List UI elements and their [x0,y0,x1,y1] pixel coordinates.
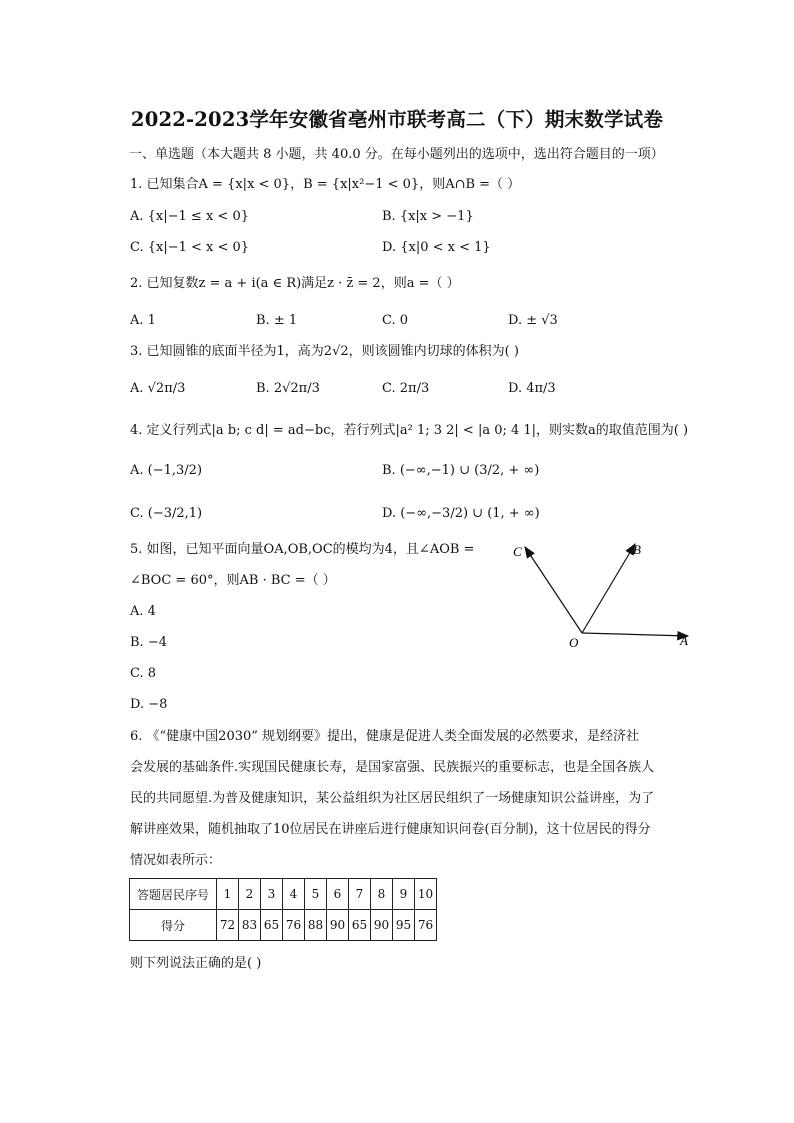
q5-option-b: B. −4 [130,635,167,650]
label-c: C [513,544,522,559]
q4-option-c: C. (−3/2,1) [130,506,203,521]
table-cell: 72 [217,910,239,941]
q5-stem-line1: 5. 如图，已知平面向量OA,OB,OC的模均为4，且∠AOB = [130,542,475,557]
table-cell: 88 [305,910,327,941]
table-cell: 65 [261,910,283,941]
q3-option-a: A. √2π/3 [130,381,186,396]
vector-oa-arrow [582,633,688,636]
table-cell: 1 [217,879,239,910]
q5-option-a: A. 4 [130,604,156,619]
label-b: B [633,542,641,557]
page-title: 2022-2023学年安徽省亳州市联考高二（下）期末数学试卷 [130,108,664,131]
table-cell: 95 [393,910,415,941]
table-row [130,910,437,941]
table-cell: 83 [239,910,261,941]
score-table [129,878,437,941]
label-o: O [569,635,579,650]
q6-line5: 情况如表所示： [130,853,222,868]
table-cell: 76 [283,910,305,941]
q6-line3: 民的共同愿望.为普及健康知识，某公益组织为社区居民组织了一场健康知识公益讲座，为了 [130,791,655,806]
vector-ob-arrow [582,544,635,633]
q6-line4: 解讲座效果，随机抽取了10位居民在讲座后进行健康知识问卷(百分制)，这十位居民的得分 [130,822,651,837]
q1-option-b: B. {x|x > −1} [382,209,474,224]
table-cell: 90 [327,910,349,941]
q6-closing: 则下列说法正确的是( ) [130,956,262,971]
table-cell: 10 [415,879,437,910]
q3-option-b: B. 2√2π/3 [256,381,320,396]
q4-option-a: A. (−1,3/2) [130,463,203,478]
q4-option-d: D. (−∞,−3/2) ∪ (1, + ∞) [382,506,540,521]
q2-option-c: C. 0 [382,313,409,328]
table-cell: 7 [349,879,371,910]
q1-option-a: A. {x|−1 ≤ x < 0} [130,209,249,224]
table-row [130,879,437,910]
table-header-id: 答题居民序号 [130,879,217,910]
q1-option-d: D. {x|0 < x < 1} [382,240,491,255]
q3-stem: 3. 已知圆锥的底面半径为1，高为2√2，则该圆锥内切球的体积为( ) [130,344,519,359]
q2-option-b: B. ± 1 [256,313,298,328]
label-a: A [680,633,688,648]
table-cell: 65 [349,910,371,941]
vector-figure [505,535,700,655]
q2-option-d: D. ± √3 [508,313,558,328]
table-cell: 2 [239,879,261,910]
q5-option-c: C. 8 [130,666,157,681]
q6-line1: 6. 《“健康中国2030” 规划纲要》提出，健康是促进人类全面发展的必然要求，是经济社 [130,729,640,744]
table-cell: 8 [371,879,393,910]
section-heading: 一、单选题（本大题共 8 小题，共 40.0 分。在每小题列出的选项中，选出符合题目的一项） [129,147,664,162]
vector-oc-arrow [525,547,582,633]
q2-stem: 2. 已知复数z = a + i(a ∈ R)满足z · z̄ = 2，则a =（ ） [130,276,460,291]
q1-stem: 1. 已知集合A = {x|x < 0}，B = {x|x²−1 < 0}，则A∩B =（ ） [130,177,521,192]
table-cell: 4 [283,879,305,910]
q5-stem-line2: ∠BOC = 60°，则AB · BC =（ ） [130,573,336,588]
q5-option-d: D. −8 [130,697,168,712]
q3-option-c: C. 2π/3 [382,381,430,396]
q1-option-c: C. {x|−1 < x < 0} [130,240,250,255]
table-header-score: 得分 [130,910,217,941]
q4-option-b: B. (−∞,−1) ∪ (3/2, + ∞) [382,463,540,478]
q2-option-a: A. 1 [130,313,156,328]
table-cell: 76 [415,910,437,941]
table-cell: 5 [305,879,327,910]
table-cell: 6 [327,879,349,910]
q6-line2: 会发展的基础条件.实现国民健康长寿，是国家富强、民族振兴的重要标志，也是全国各族人 [130,760,655,775]
table-cell: 9 [393,879,415,910]
q4-stem: 4. 定义行列式|a b; c d| = ad−bc，若行列式|a² 1; 3 2| < |a 0; 4 1|，则实数a的取值范围为( ) [130,423,689,438]
table-cell: 90 [371,910,393,941]
q3-option-d: D. 4π/3 [508,381,556,396]
table-cell: 3 [261,879,283,910]
